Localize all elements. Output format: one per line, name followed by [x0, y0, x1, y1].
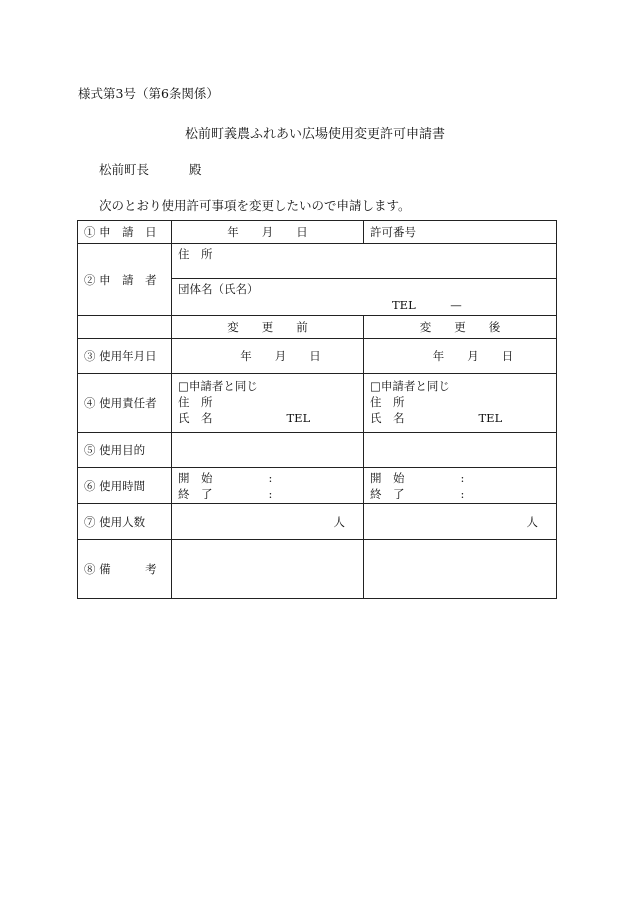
person-after-name-row	[370, 410, 550, 426]
label-person-in-charge: ④ 使用責任者	[78, 374, 172, 433]
time-after-end-colon: :	[460, 486, 465, 501]
addressee-name: 松前町長	[99, 162, 150, 177]
row-remarks	[78, 540, 557, 599]
label-applicant: ② 申 請 者	[78, 244, 172, 316]
honorific: 殿	[189, 162, 202, 177]
applicant-tel-label: TEL —	[392, 298, 462, 312]
row-number-of-people	[78, 504, 557, 540]
label-usage-time: ⑥ 使用時間	[78, 468, 172, 504]
remarks-after-field[interactable]	[364, 540, 557, 599]
same-as-applicant-checkbox-after[interactable]: □申請者と同じ	[370, 379, 450, 393]
label-remarks: ⑧ 備 考	[78, 540, 172, 599]
time-before-end-row	[178, 486, 357, 502]
people-after-field[interactable]	[364, 504, 557, 540]
remarks-before-field[interactable]	[172, 540, 364, 599]
time-after-field[interactable]	[364, 468, 557, 504]
addressee	[99, 160, 202, 178]
person-before-field[interactable]	[172, 374, 364, 433]
form-number: 様式第3号（第6条関係）	[78, 86, 219, 101]
row-person-in-charge	[78, 374, 557, 433]
person-after-name-label: 氏 名	[370, 411, 405, 425]
row-usage-date	[78, 339, 557, 374]
usage-date-before-field[interactable]: 年 月 日	[172, 339, 364, 374]
time-before-end-colon: :	[268, 486, 273, 501]
purpose-before-field[interactable]	[172, 433, 364, 468]
time-after-end-label: 終 了	[370, 486, 405, 501]
time-before-end-label: 終 了	[178, 486, 213, 501]
time-before-start-row	[178, 470, 357, 486]
person-before-name-label: 氏 名	[178, 411, 213, 425]
header-before-change: 変 更 前	[172, 316, 364, 339]
time-after-start-row	[370, 470, 550, 486]
time-before-start-colon: :	[268, 470, 273, 485]
time-before-start-label: 開 始	[178, 470, 213, 485]
row-application-date	[78, 221, 557, 244]
permit-number-field[interactable]: 許可番号	[364, 221, 557, 244]
people-before-field[interactable]	[172, 504, 364, 540]
applicant-address-field[interactable]	[172, 244, 557, 279]
row-applicant-address	[78, 244, 557, 279]
applicant-address-label: 住 所	[178, 247, 213, 261]
application-date-field[interactable]: 年 月 日	[172, 221, 364, 244]
intro-text: 次のとおり使用許可事項を変更したいので申請します。	[99, 198, 411, 213]
applicant-group-field[interactable]	[172, 279, 557, 316]
same-as-applicant-checkbox-before[interactable]: □申請者と同じ	[178, 379, 258, 393]
time-after-start-colon: :	[460, 470, 465, 485]
person-before-tel-label: TEL	[286, 411, 311, 425]
label-usage-purpose: ⑤ 使用目的	[78, 433, 172, 468]
label-usage-date: ③ 使用年月日	[78, 339, 172, 374]
time-before-field[interactable]	[172, 468, 364, 504]
people-after-unit: 人	[526, 514, 538, 529]
row-usage-purpose	[78, 433, 557, 468]
person-after-address-label: 住 所	[370, 395, 405, 409]
person-after-field[interactable]	[364, 374, 557, 433]
applicant-group-label: 団体名（氏名）	[178, 282, 259, 296]
time-after-start-label: 開 始	[370, 470, 405, 485]
label-application-date: ① 申 請 日	[78, 221, 172, 244]
document-title: 松前町義農ふれあい広場使用変更許可申請書	[184, 127, 445, 142]
header-after-change: 変 更 後	[364, 316, 557, 339]
person-after-tel-label: TEL	[478, 411, 503, 425]
header-blank-cell	[78, 316, 172, 339]
label-number-of-people: ⑦ 使用人数	[78, 504, 172, 540]
person-before-address-label: 住 所	[178, 395, 213, 409]
application-form-table	[77, 220, 557, 599]
people-before-unit: 人	[333, 514, 345, 529]
row-change-headers	[78, 316, 557, 339]
time-after-end-row	[370, 486, 550, 502]
purpose-after-field[interactable]	[364, 433, 557, 468]
row-usage-time	[78, 468, 557, 504]
person-before-name-row	[178, 410, 357, 426]
usage-date-after-field[interactable]: 年 月 日	[364, 339, 557, 374]
